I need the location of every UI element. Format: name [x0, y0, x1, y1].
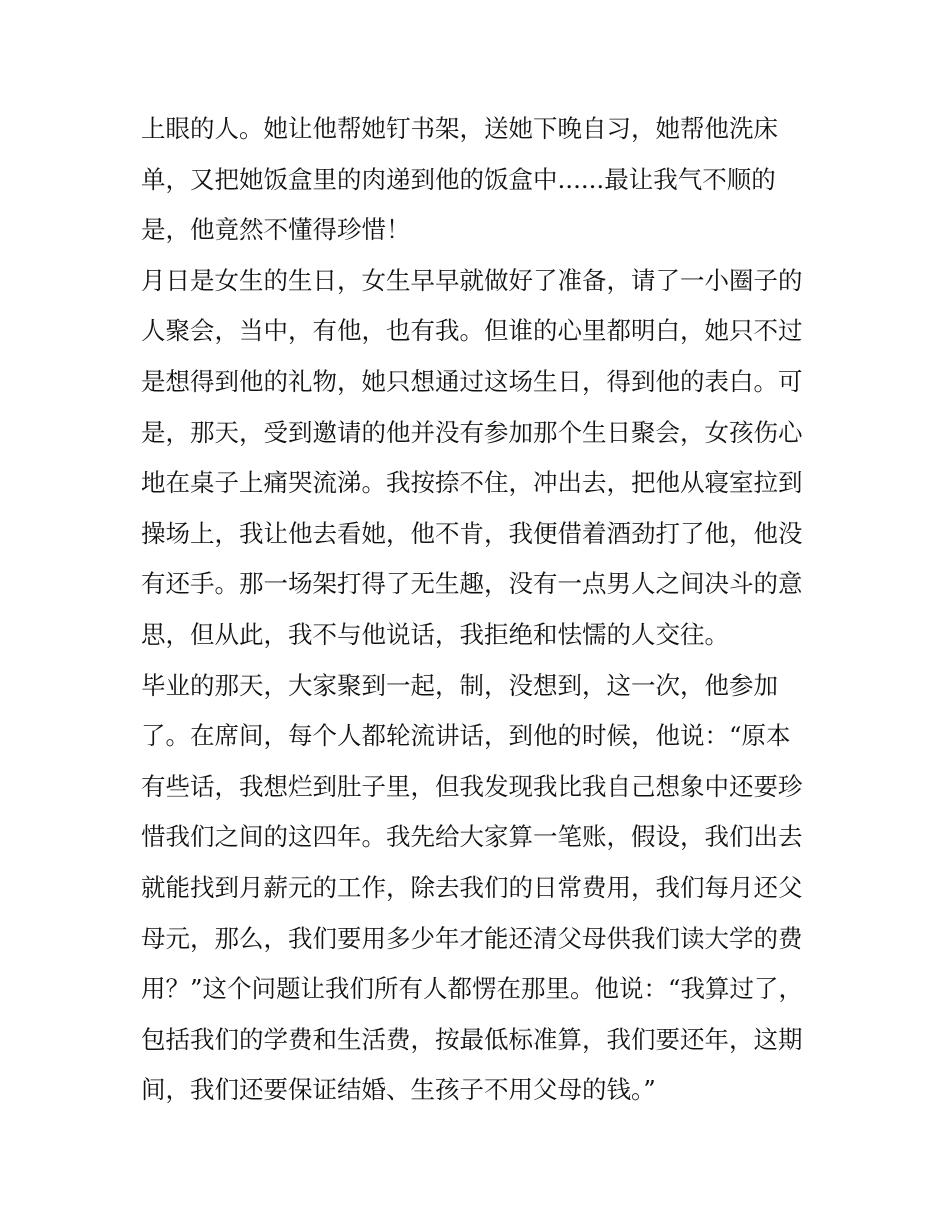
text-line: 惜我们之间的这四年。我先给大家算一笔账，假设，我们出去 — [141, 822, 803, 852]
text-line: 月日是女生的生日，女生早早就做好了准备，请了一小圈子的 — [141, 265, 803, 295]
text-line: 有还手。那一场架打得了无生趣，没有一点男人之间决斗的意 — [141, 569, 803, 599]
text-line: 思，但从此，我不与他说话，我拒绝和怯懦的人交往。 — [141, 619, 729, 649]
text-line: 了。在席间，每个人都轮流讲话，到他的时候，他说：“原本 — [141, 721, 791, 751]
text-line: 母元，那么，我们要用多少年才能还清父母供我们读大学的费 — [141, 923, 803, 953]
text-line: 单，又把她饭盒里的肉递到他的饭盒中......最让我气不顺的 — [141, 164, 776, 194]
text-line: 地在桌子上痛哭流涕。我按捺不住，冲出去，把他从寝室拉到 — [141, 468, 803, 498]
text-line: 人聚会，当中，有他，也有我。但谁的心里都明白，她只不过 — [141, 316, 803, 346]
text-line: 就能找到月薪元的工作，除去我们的日常费用，我们每月还父 — [141, 872, 803, 902]
text-line: 有些话，我想烂到肚子里，但我发现我比我自己想象中还要珍 — [141, 771, 803, 801]
text-line: 是，他竟然不懂得珍惜！ — [141, 215, 411, 245]
text-line: 包括我们的学费和生活费，按最低标准算，我们要还年，这期 — [141, 1024, 803, 1054]
body-text — [141, 104, 817, 1116]
text-line: 用？”这个问题让我们所有人都愣在那里。他说：“我算过了， — [141, 974, 804, 1004]
text-line: 是想得到他的礼物，她只想通过这场生日，得到他的表白。可 — [141, 366, 803, 396]
text-line: 间，我们还要保证结婚、生孩子不用父母的钱。” — [141, 1075, 656, 1105]
text-line: 是，那天，受到邀请的他并没有参加那个生日聚会，女孩伤心 — [141, 417, 803, 447]
text-line: 上眼的人。她让他帮她钉书架，送她下晚自习，她帮他洗床 — [141, 114, 778, 143]
text-line: 操场上，我让他去看她，他不肯，我便借着酒劲打了他，他没 — [141, 518, 803, 548]
text-line: 毕业的那天，大家聚到一起，制，没想到，这一次，他参加 — [141, 670, 778, 700]
